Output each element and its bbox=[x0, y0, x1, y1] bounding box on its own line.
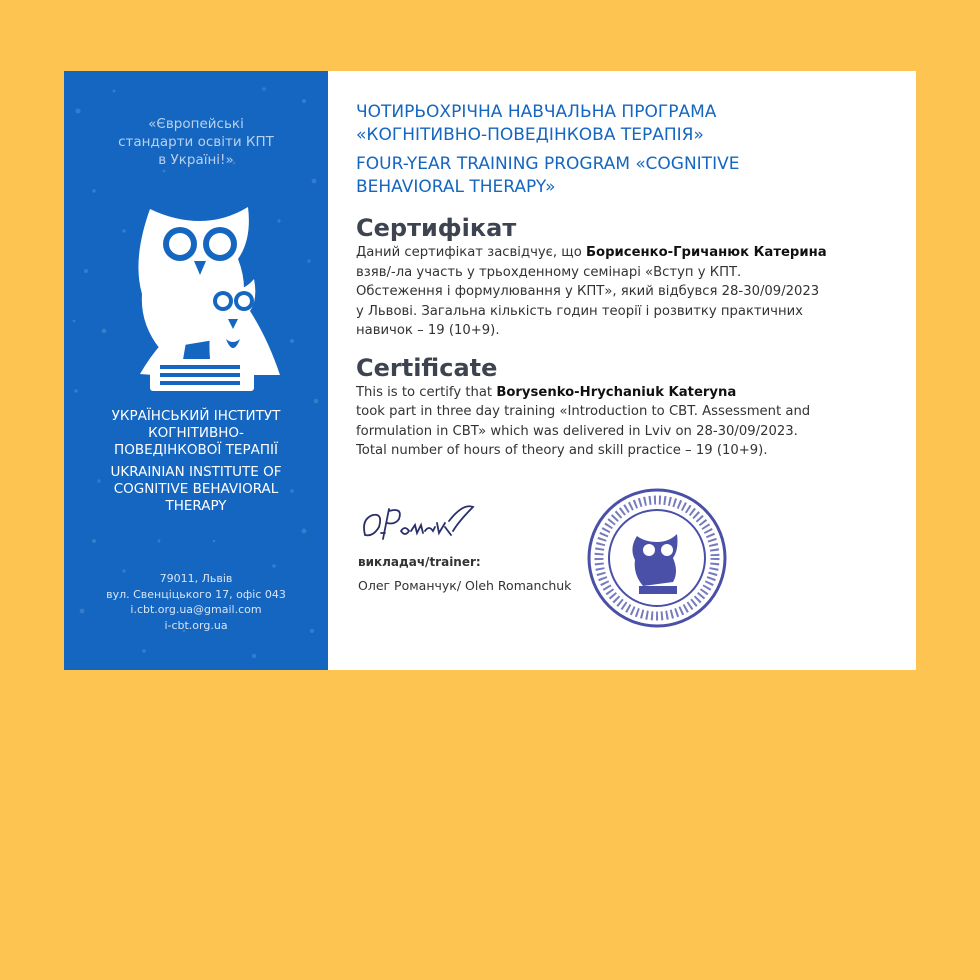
owl-logo-icon bbox=[120, 199, 280, 395]
certificate-content bbox=[356, 101, 896, 461]
program-title-ua: ЧОТИРЬОХРІЧНА НАВЧАЛЬНА ПРОГРАМА «КОГНІТИВНО-ПОВЕДІНКОВА ТЕРАПІЯ» bbox=[356, 102, 717, 145]
website-text: i-cbt.org.ua bbox=[164, 618, 228, 632]
official-stamp bbox=[585, 486, 729, 630]
email-text: i.cbt.org.ua@gmail.com bbox=[130, 603, 262, 616]
institute-name-en: UKRAINIAN INSTITUTE OF COGNITIVE BEHAVIORAL THERAPY bbox=[110, 464, 282, 514]
institute-name bbox=[76, 408, 316, 515]
certificate bbox=[64, 71, 916, 670]
institute-name-ua: УКРАЇНСЬКИЙ ІНСТИТУТ КОГНІТИВНО- ПОВЕДІНКОВОЇ ТЕРАПІЇ bbox=[111, 408, 281, 458]
certificate-title-ua: Сертифікат bbox=[356, 214, 517, 242]
institute-address: 79011, Львів вул. Свенціцького 17, офіс 043 i.cbt.org.ua@gmail.com i-cbt.org.ua bbox=[76, 571, 316, 633]
motto: «Європейські стандарти освіти КПТ в Україні!» bbox=[118, 116, 274, 168]
certificate-text-en: This is to certify that Borysenko-Hrychaniuk Kateryna took part in three day training «Introduction to CBT. Assessment and formulation in CBT» which was delivered in Lviv on 28-30/09/2023. Total number of hours of theory and skill practice – 19 (10+9). bbox=[356, 384, 811, 458]
certificate-title-en: Certificate bbox=[356, 353, 498, 382]
trainer-label: викладач/trainer: bbox=[358, 555, 481, 569]
certificate-sidebar bbox=[64, 71, 328, 670]
recipient-name-en: Borysenko-Hrychaniuk Kateryna bbox=[496, 384, 737, 400]
trainer-signature bbox=[359, 497, 479, 545]
program-title-en: FOUR-YEAR TRAINING PROGRAM «COGNITIVE BEHAVIORAL THERAPY» bbox=[356, 154, 740, 197]
trainer-name: Олег Романчук/ Oleh Romanchuk bbox=[358, 578, 572, 593]
recipient-name-ua: Борисенко-Гричанюк Катерина bbox=[585, 245, 827, 260]
certificate-text-ua: Даний сертифікат засвідчує, що Борисенко-Гричанюк Катерина взяв/-ла участь у трьохденному семінарі «Вступ у КПТ. Обстеження і формулювання у КПТ», який відбувся 28-30/09/2023 у Львові. Загальна кількість годин теорії і розвитку практичних навичок – 19 (10+9). bbox=[356, 245, 827, 338]
